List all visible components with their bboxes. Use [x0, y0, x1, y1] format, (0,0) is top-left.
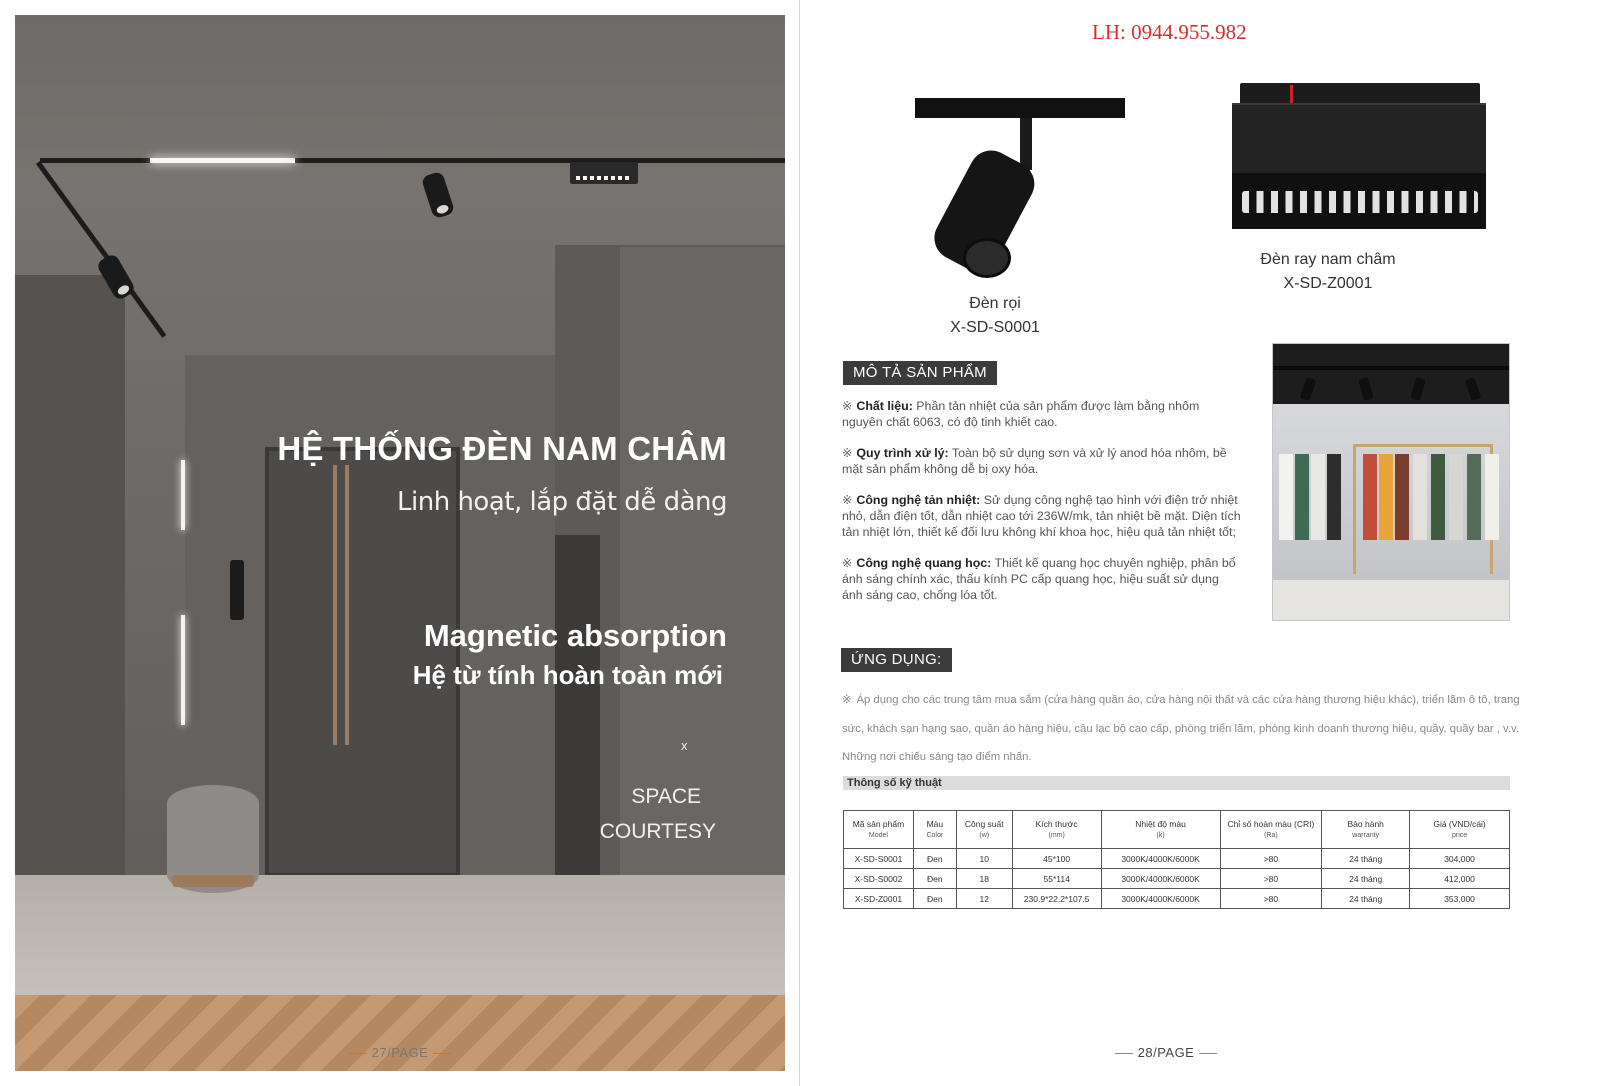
product-description — [842, 398, 1242, 618]
table-cell: 353,000 — [1410, 889, 1510, 909]
spec-table — [843, 810, 1510, 909]
page-number-left — [340, 1045, 460, 1060]
reference-mark: ※ — [842, 556, 853, 570]
door-strip — [345, 465, 349, 745]
rail — [915, 98, 1125, 118]
garment — [1279, 454, 1293, 540]
shelf — [555, 535, 600, 875]
column-header — [1220, 811, 1322, 849]
table-cell: X-SD-S0001 — [844, 849, 914, 869]
wall-light-strip — [181, 615, 185, 725]
header-main: Chỉ số hoàn màu (CRI) — [1227, 818, 1315, 829]
track-light-product-image — [1232, 83, 1486, 229]
product-label-spotlight — [935, 292, 1055, 340]
description-key: Công nghệ quang học: — [856, 556, 992, 570]
credit-space: SPACE — [631, 785, 701, 808]
interior-photo — [15, 15, 785, 1071]
hero-title: HỆ THỐNG ĐÈN NAM CHÂM — [277, 430, 727, 467]
description-item — [842, 398, 1242, 430]
dash-divider — [1115, 1053, 1133, 1054]
description-text: Thiết kế quang học chuyên nghiệp, phân bổ ánh sáng chính xác, thấu kính PC cấp quang học, hiệu suất sử dụng ánh sáng cao, chống lóa tốt. — [842, 556, 1236, 602]
garment — [1327, 454, 1341, 540]
table-cell: 45*100 — [1012, 849, 1101, 869]
header-main: Mã sản phẩm — [852, 818, 905, 829]
product-name: Đèn rọi — [969, 295, 1021, 312]
header-main: Nhiệt độ màu — [1135, 818, 1186, 829]
description-item — [842, 555, 1242, 603]
led-array — [1242, 191, 1478, 213]
page-number-text: 27/PAGE — [371, 1045, 429, 1060]
table-cell: X-SD-S0002 — [844, 869, 914, 889]
dash-divider — [1199, 1053, 1217, 1054]
wall-light-strip — [181, 460, 185, 530]
store-photo — [1272, 343, 1510, 621]
table-cell: 3000K/4000K/6000K — [1101, 869, 1220, 889]
description-item — [842, 492, 1242, 540]
stool-base — [172, 875, 254, 887]
track-grille-light — [570, 162, 638, 184]
track-top — [1240, 83, 1480, 105]
application-text — [842, 686, 1522, 772]
garment — [1485, 454, 1499, 540]
intercom — [230, 560, 244, 620]
description-heading: MÔ TẢ SẢN PHẨM — [843, 361, 997, 385]
application-heading: ỨNG DỤNG: — [841, 648, 952, 672]
track-body — [1232, 103, 1486, 173]
table-cell: >80 — [1220, 869, 1322, 889]
description-text: Toàn bộ sử dụng sơn và xử lý anod hóa nhôm, bề mặt sản phẩm không dễ bị oxy hóa. — [842, 446, 1227, 476]
table-row — [844, 889, 1510, 909]
product-label-track — [1233, 248, 1423, 296]
reference-mark: ※ — [842, 446, 853, 460]
ceiling-linear-light — [150, 158, 295, 163]
product-name: Đèn ray nam châm — [1260, 251, 1396, 268]
table-cell: 12 — [956, 889, 1012, 909]
column-header — [1322, 811, 1410, 849]
spec-heading: Thông số kỹ thuật — [843, 776, 1510, 790]
spotlight — [421, 171, 456, 220]
page-number-right — [1096, 1045, 1236, 1060]
description-key: Quy trình xử lý: — [856, 446, 949, 460]
x-mark: x — [681, 738, 688, 753]
header-main: Giá (VND/cái) — [1433, 818, 1486, 829]
description-key: Công nghệ tản nhiệt: — [856, 493, 981, 507]
vn-headline: Hệ từ tính hoàn toàn mới — [412, 660, 723, 690]
mirror-wall — [15, 275, 125, 975]
page-number-text: 28/PAGE — [1137, 1045, 1195, 1060]
table-cell: 24 tháng — [1322, 849, 1410, 869]
lens — [963, 238, 1011, 278]
dash-divider — [433, 1053, 451, 1054]
garment — [1431, 454, 1445, 540]
header-main: Công suất — [964, 818, 1004, 829]
description-key: Chất liệu: — [856, 399, 913, 413]
description-text: Phần tản nhiệt của sản phẩm được làm bằng nhôm nguyên chất 6063, có độ tinh khiết cao. — [842, 399, 1200, 429]
garment — [1295, 454, 1309, 540]
garment — [1467, 454, 1481, 540]
header-sub: (mm) — [1048, 831, 1065, 839]
red-marker — [1290, 85, 1293, 103]
table-row — [844, 849, 1510, 869]
header-sub: (w) — [979, 831, 990, 839]
reference-mark: ※ — [842, 493, 853, 507]
header-sub: (k) — [1156, 831, 1165, 839]
product-code: X-SD-Z0001 — [1283, 275, 1373, 292]
table-cell: Đen — [913, 849, 956, 869]
table-cell: 230.9*22.2*107.5 — [1012, 889, 1101, 909]
hero-subtitle: Linh hoạt, lắp đặt dễ dàng — [397, 487, 727, 517]
description-item — [842, 445, 1242, 477]
column-header — [1410, 811, 1510, 849]
table-cell: Đen — [913, 889, 956, 909]
product-code: X-SD-S0001 — [950, 319, 1040, 336]
header-main: Bảo hành — [1347, 818, 1384, 829]
table-cell: X-SD-Z0001 — [844, 889, 914, 909]
table-cell: 24 tháng — [1322, 869, 1410, 889]
header-sub: price — [1451, 831, 1468, 839]
table-cell: 304,000 — [1410, 849, 1510, 869]
table-cell: 10 — [956, 849, 1012, 869]
column-header — [956, 811, 1012, 849]
english-headline: Magnetic absorption — [423, 618, 727, 653]
spotlight-product-image — [915, 98, 1125, 278]
table-cell: 24 tháng — [1322, 889, 1410, 909]
description-text: Sử dụng công nghệ tạo hình với điện trở nhiệt nhỏ, dẫn điện tốt, dẫn nhiệt cao tới 236W/mk, tản nhiệt bề mặt. Diện tích tản nhiệt lớn, thiết kế đối lưu không khí khoa học, hiệu quả tản nhiệt tốt; — [842, 493, 1241, 539]
table-cell: >80 — [1220, 889, 1322, 909]
column-header — [844, 811, 914, 849]
floor — [15, 875, 785, 995]
store-floor — [1273, 580, 1510, 621]
table-cell: Đen — [913, 869, 956, 889]
header-sub: Model — [868, 831, 888, 839]
application-body: Áp dụng cho các trung tâm mua sắm (cửa hàng quần áo, cửa hàng nội thất và các cửa hàng thương hiệu khác), triển lãm ô tô, trang sức, khách sạn hạng sao, quần áo hàng hiệu, câu lạc bộ cao cấp, phòng triển lãm, phòng kinh doanh thương hiệu, quầy, quầy bar , v.v. Những nơi chiếu sáng tạo điểm nhấn. — [842, 694, 1520, 763]
door-strip — [333, 465, 337, 745]
stem — [1020, 118, 1032, 170]
table-cell: >80 — [1220, 849, 1322, 869]
garment — [1449, 454, 1463, 540]
header-main: Màu — [926, 818, 944, 829]
reference-mark: ※ — [842, 399, 853, 413]
header-sub: Color — [926, 831, 944, 839]
store-track — [1273, 366, 1510, 370]
table-cell: 3000K/4000K/6000K — [1101, 889, 1220, 909]
table-cell: 3000K/4000K/6000K — [1101, 849, 1220, 869]
table-cell: 55*114 — [1012, 869, 1101, 889]
header-main: Kích thước — [1035, 818, 1078, 829]
column-header — [913, 811, 956, 849]
garment — [1379, 454, 1393, 540]
dash-divider — [349, 1053, 367, 1054]
header-sub: warranty — [1352, 831, 1380, 839]
garment — [1311, 454, 1325, 540]
table-cell: 18 — [956, 869, 1012, 889]
right-page — [800, 0, 1600, 1086]
reference-mark: ※ — [842, 694, 852, 706]
credit-courtesy: COURTESY — [599, 820, 716, 843]
column-header — [1012, 811, 1101, 849]
column-header — [1101, 811, 1220, 849]
garment — [1413, 454, 1427, 540]
table-cell: 412,000 — [1410, 869, 1510, 889]
contact-phone: LH: 0944.955.982 — [1092, 20, 1247, 44]
ceiling — [15, 15, 785, 175]
spec-header-row — [844, 811, 1510, 849]
header-sub: (Ra) — [1264, 831, 1278, 839]
garment — [1363, 454, 1377, 540]
table-row — [844, 869, 1510, 889]
garment — [1395, 454, 1409, 540]
